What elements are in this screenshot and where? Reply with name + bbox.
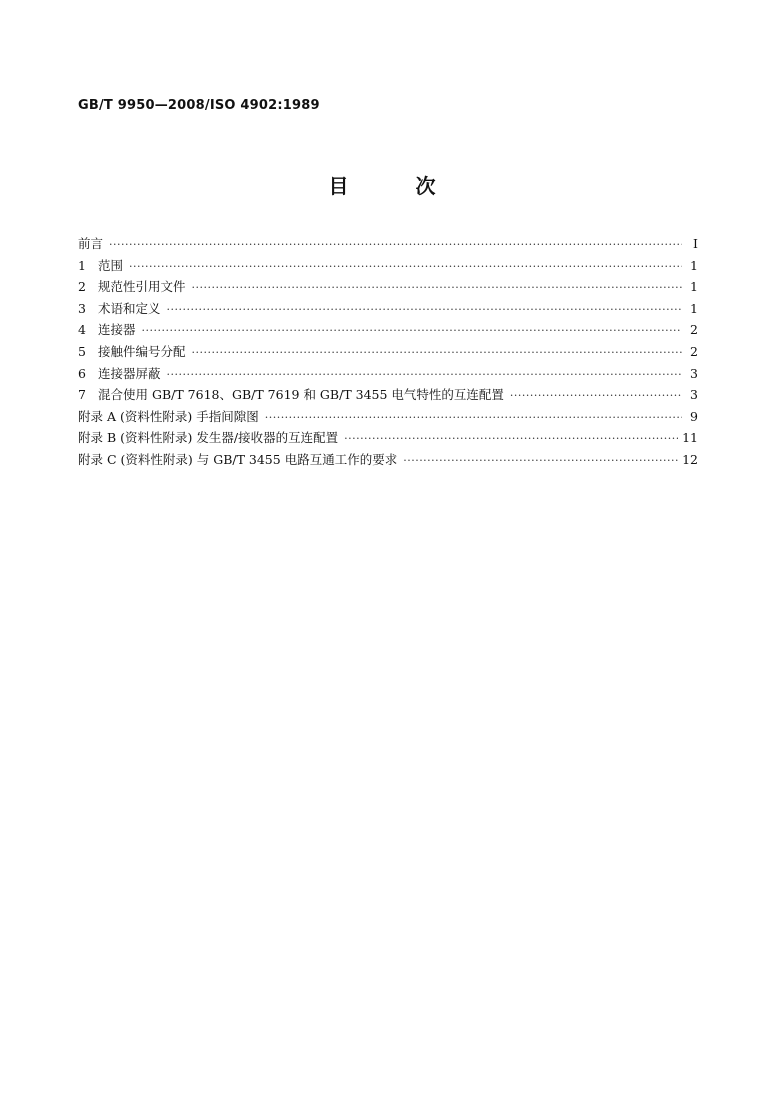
toc-entry-number: 3: [78, 300, 86, 316]
toc-entry-label: 附录 C (资料性附录) 与 GB/T 3455 电路互通工作的要求: [78, 451, 398, 467]
toc-leader-dots: [109, 238, 682, 251]
toc-entry-number: 1: [78, 257, 86, 273]
toc-entry-number: 7: [78, 387, 86, 403]
toc-entry-label: 附录 A (资料性附录) 手指间隙图: [78, 408, 259, 424]
toc-entry-label: 前言: [78, 236, 104, 251]
toc-leader-dots: [265, 411, 682, 424]
toc-entry-page: 12: [682, 451, 698, 467]
toc-leader-dots: [403, 454, 678, 467]
toc-entry-7[interactable]: [78, 385, 698, 407]
toc-entry-label: 连接器: [98, 322, 136, 338]
toc-entry-annex-c[interactable]: [78, 450, 698, 472]
toc-entry-page: 1: [690, 300, 698, 316]
toc-entry-page: 2: [690, 322, 698, 338]
toc-entry-page: Ⅰ: [693, 236, 698, 251]
toc-entry-annex-a[interactable]: [78, 407, 698, 429]
standard-code-header: GB/T 9950—2008/ISO 4902:1989: [78, 98, 320, 113]
toc-entry-number: 6: [78, 365, 86, 381]
toc-entry-label: 连接器屏蔽: [98, 365, 161, 381]
toc-leader-dots: [167, 303, 682, 316]
toc-entry-page: 1: [690, 257, 698, 273]
toc-entry-label: 混合使用 GB/T 7618、GB/T 7619 和 GB/T 3455 电气特性的互连配置: [98, 387, 504, 403]
toc-entry-annex-b[interactable]: [78, 428, 698, 450]
toc-entry-label: 术语和定义: [98, 300, 161, 316]
toc-leader-dots: [129, 260, 682, 273]
toc-entry-number: 2: [78, 279, 86, 295]
toc-entry-label: 附录 B (资料性附录) 发生器/接收器的互连配置: [78, 430, 339, 446]
toc-entry-page: 11: [682, 430, 698, 446]
toc-leader-dots: [344, 432, 678, 445]
toc-leader-dots: [167, 368, 682, 381]
toc-entry-page: 2: [690, 343, 698, 359]
toc-entry-foreword[interactable]: [78, 234, 698, 256]
toc-entry-5[interactable]: [78, 342, 698, 364]
toc-entry-label: 接触件编号分配: [98, 343, 186, 359]
toc-leader-dots: [192, 346, 682, 359]
toc-leader-dots: [510, 389, 682, 402]
toc-entry-label: 规范性引用文件: [98, 279, 186, 295]
toc-entry-2[interactable]: [78, 277, 698, 299]
toc-entry-4[interactable]: [78, 320, 698, 342]
toc-entry-1[interactable]: [78, 256, 698, 278]
table-of-contents: [78, 234, 698, 472]
toc-entry-page: 3: [690, 365, 698, 381]
toc-entry-page: 1: [690, 279, 698, 295]
toc-entry-6[interactable]: [78, 364, 698, 386]
toc-leader-dots: [142, 324, 682, 337]
toc-entry-label: 范围: [98, 257, 124, 273]
page-title: 目 次: [328, 174, 466, 198]
toc-entry-number: 4: [78, 322, 86, 338]
toc-leader-dots: [192, 281, 682, 294]
toc-entry-page: 3: [690, 387, 698, 403]
toc-entry-page: 9: [690, 408, 698, 424]
toc-entry-number: 5: [78, 343, 86, 359]
toc-entry-3[interactable]: [78, 299, 698, 321]
